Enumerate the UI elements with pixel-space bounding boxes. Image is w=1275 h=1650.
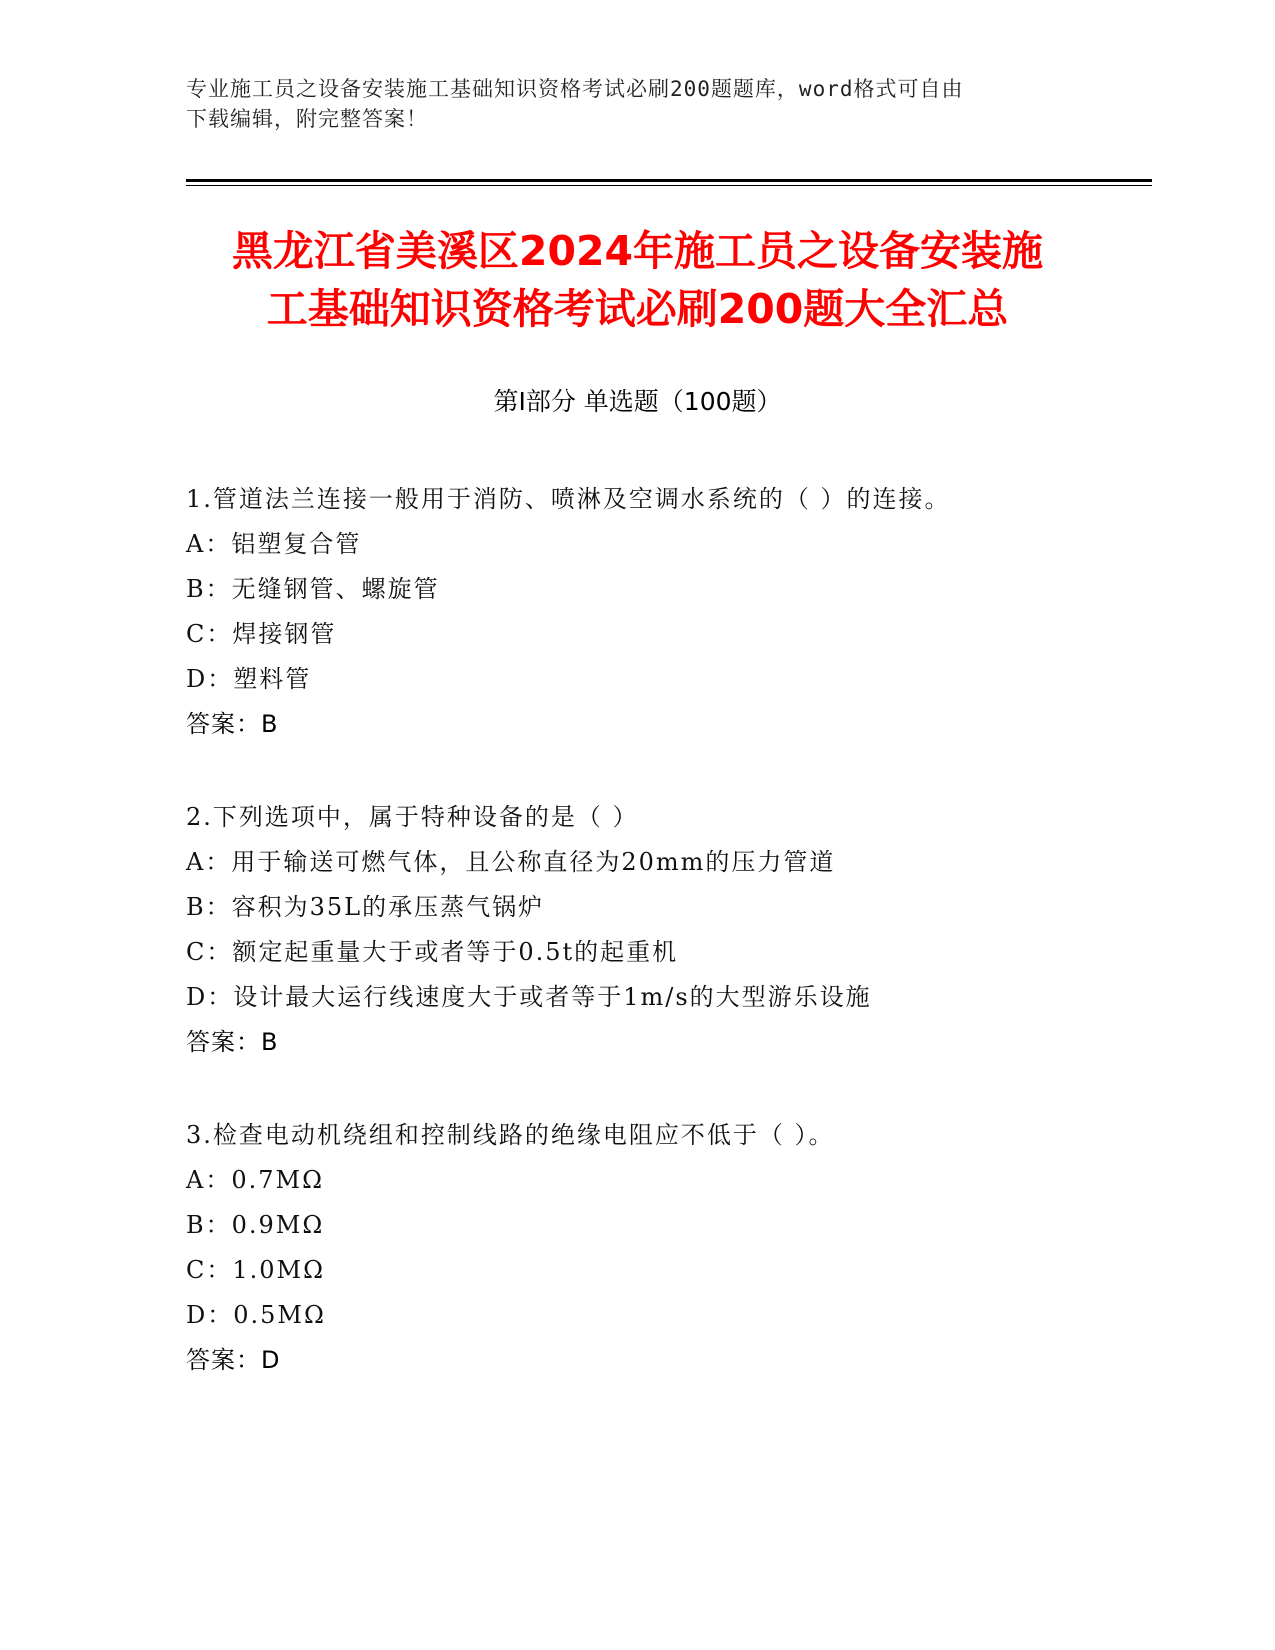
option-b: B：0.9MΩ [186, 1211, 325, 1239]
option-a: A：0.7MΩ [186, 1166, 324, 1194]
header-divider-thick [186, 179, 1152, 182]
question-3 [186, 1113, 1166, 1383]
question-stem: 3.检查电动机绕组和控制线路的绝缘电阻应不低于（ ）。 [186, 1121, 835, 1149]
answer: 答案：B [186, 710, 279, 738]
option-d: D：设计最大运行线速度大于或者等于1m/s的大型游乐设施 [186, 983, 872, 1011]
document-title-line-1: 黑龙江省美溪区2024年施工员之设备安装施 [231, 227, 1044, 275]
option-d: D：0.5MΩ [186, 1301, 326, 1329]
option-a: A：用于输送可燃气体，且公称直径为20mm的压力管道 [186, 848, 836, 876]
header-note-line-1: 专业施工员之设备安装施工基础知识资格考试必刷200题题库，word格式可自由 [186, 77, 964, 101]
question-1 [186, 477, 1166, 747]
question-2 [186, 795, 1166, 1065]
option-c: C：1.0MΩ [186, 1256, 326, 1284]
document-title-line-2: 工基础知识资格考试必刷200题大全汇总 [266, 285, 1009, 333]
answer: 答案：D [186, 1346, 281, 1374]
header-note [186, 74, 1086, 134]
option-b: B：无缝钢管、螺旋管 [186, 575, 440, 603]
header-note-line-2: 下载编辑，附完整答案！ [186, 107, 428, 131]
option-b: B：容积为35L的承压蒸气锅炉 [186, 893, 545, 921]
question-stem: 1.管道法兰连接一般用于消防、喷淋及空调水系统的（ ）的连接。 [186, 485, 951, 513]
option-c: C：焊接钢管 [186, 620, 337, 648]
answer: 答案：B [186, 1028, 279, 1056]
question-stem: 2.下列选项中，属于特种设备的是（ ） [186, 803, 639, 831]
section-heading: 第Ⅰ部分 单选题（100题） [493, 387, 782, 416]
document-title [0, 222, 1275, 338]
option-c: C：额定起重量大于或者等于0.5t的起重机 [186, 938, 679, 966]
header-divider-thin [186, 185, 1152, 186]
option-d: D：塑料管 [186, 665, 312, 693]
option-a: A：铝塑复合管 [186, 530, 362, 558]
